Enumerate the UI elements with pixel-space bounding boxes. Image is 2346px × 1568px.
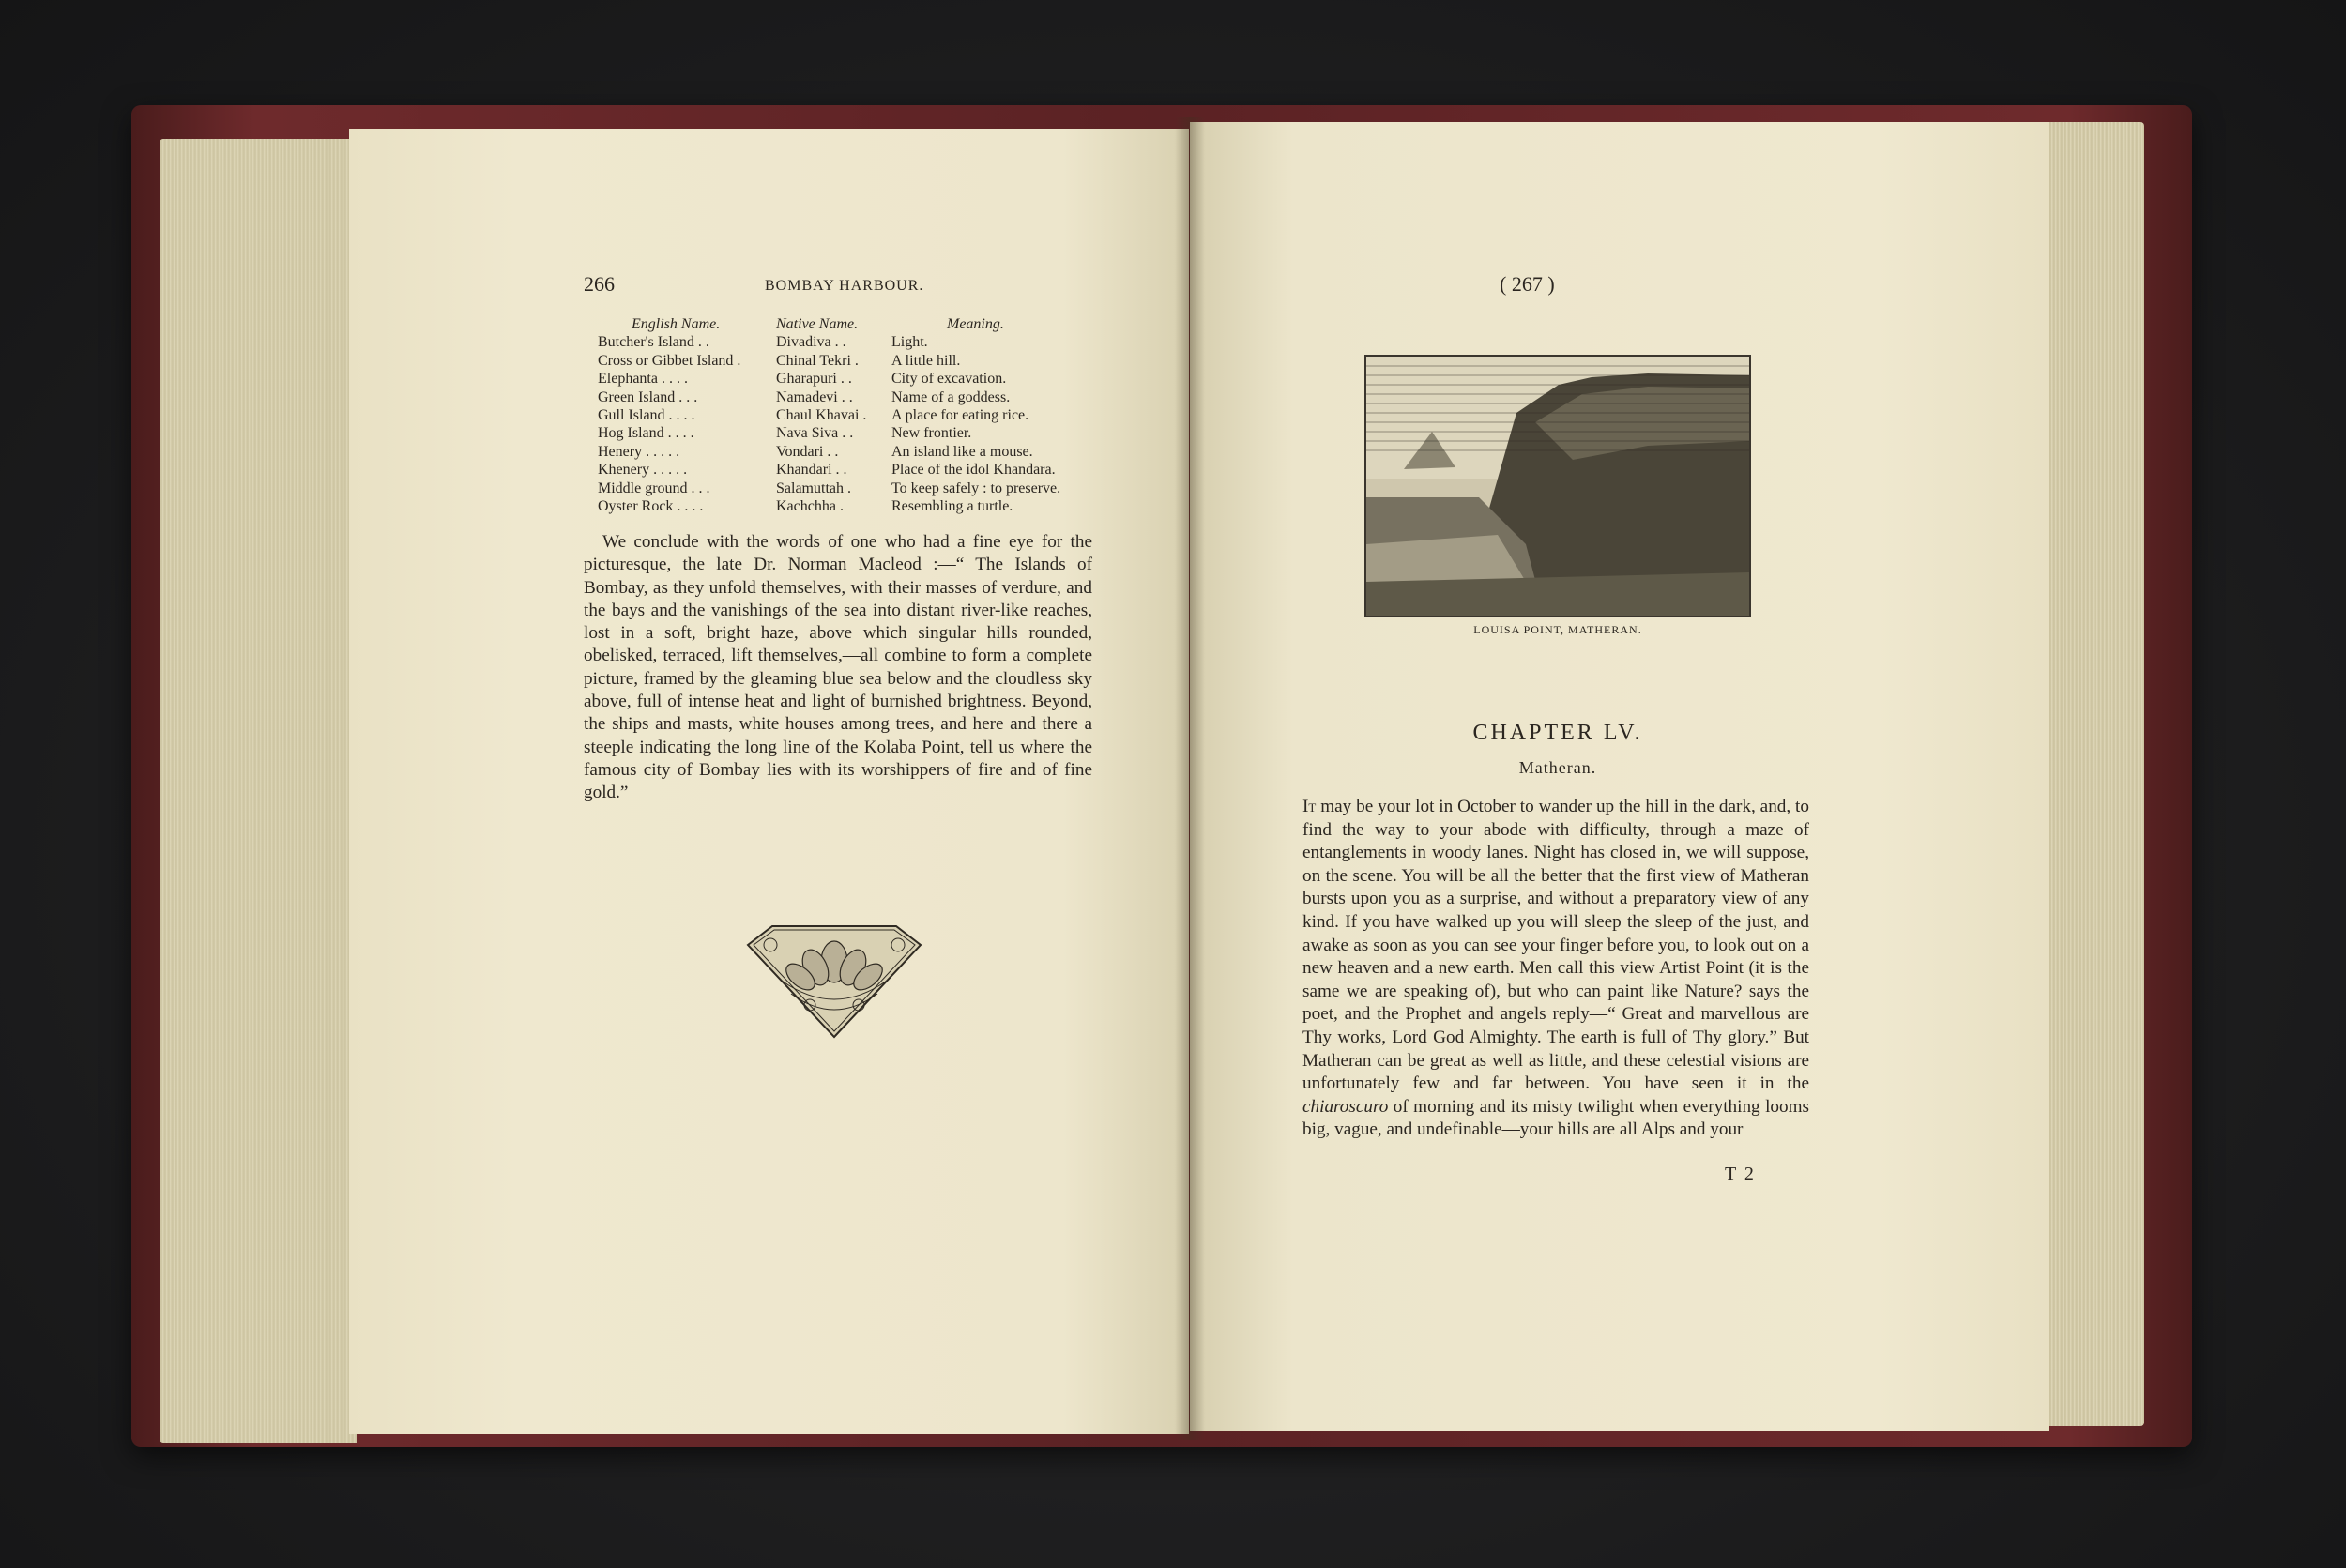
table-row [598,388,1104,406]
table-cell: A place for eating rice. [891,406,1029,423]
table-cell: Henery . . . . . [598,443,680,460]
table-cell: Chaul Khavai . [776,406,867,423]
table-row [598,352,1104,370]
island-names-table [598,315,1104,515]
table-cell: Cross or Gibbet Island . [598,352,741,369]
table-row [598,370,1104,388]
table-cell: Middle ground . . . [598,480,710,496]
figure-caption: LOUISA POINT, MATHERAN. [1473,623,1642,636]
table-cell: Place of the idol Khandara. [891,462,1056,479]
table-cell: An island like a mouse. [891,443,1033,460]
table-cell: Chinal Tekri . [776,352,859,369]
table-cell: Khandari . . [776,462,847,479]
table-cell: Divadiva . . [776,334,846,351]
floral-ornament [744,924,924,1039]
table-cell: New frontier. [891,425,972,442]
paragraph-text-part-1: may be your lot in October to wander up the hill in the dark, and, to find the way to your abode with difficulty, through a maze of entanglements in woody lanes. Night has closed in, we will suppose, on the scene. You will be all the better that the first view of Matheran bursts upon you as a surprise, and without a preparatory view of any kind. If you have walked up you will sleep the sleep of the just, and awake as soon as you can see your finger before you, to look out on a new heaven and a new earth. Men call this view Artist Point (it is the same we are speaking of), but who can paint like Nature? says the poet, and the Prophet and angels reply—“ Great and marvellous are Thy works, Lord God Almighty. The earth is full of Thy glory.” But Matheran can be great as well as little, and these celestial visions are unfortunately few and far between. You have seen it in the [1302,797,1809,1094]
table-header-row [632,315,1104,333]
table-row [598,406,1104,424]
italic-word: chiaroscuro [1302,1096,1389,1117]
table-header-native: Native Name. [776,316,859,332]
table-cell: Elephanta . . . . [598,371,688,388]
table-cell: Namadevi . . [776,388,853,405]
right-page-number: ( 267 ) [1500,272,1555,296]
table-row [598,424,1104,442]
table-cell: To keep safely : to preserve. [891,480,1061,496]
book-gutter [1175,117,1205,1440]
table-cell: Resembling a turtle. [891,497,1013,514]
table-cell: City of excavation. [891,371,1007,388]
table-cell: Gharapuri . . [776,371,852,388]
left-page-paragraph [584,531,1092,805]
table-cell: A little hill. [891,352,961,369]
left-running-head: BOMBAY HARBOUR. [765,278,924,294]
table-row [598,443,1104,461]
table-cell: Butcher's Island . . [598,334,709,351]
table-cell: Kachchha . [776,497,844,514]
table-cell: Green Island . . . [598,388,698,405]
table-row [598,497,1104,515]
table-row [598,461,1104,479]
table-cell: Hog Island . . . . [598,425,694,442]
left-page-number: 266 [584,272,615,296]
table-cell: Gull Island . . . . [598,406,695,423]
table-cell: Name of a goddess. [891,388,1011,405]
paragraph-text-part-2: of morning and its misty twilight when everything looms big, vague, and undefinable—your hills are all Alps and your [1302,1096,1809,1140]
matheran-paragraph [1302,796,1809,1142]
signature-mark: T 2 [1725,1164,1756,1184]
table-cell: Vondari . . [776,443,839,460]
table-cell: Light. [891,334,928,351]
table-cell: Salamuttah . [776,480,851,496]
table-cell: Khenery . . . . . [598,462,688,479]
table-row [598,333,1104,351]
macleod-quote-paragraph: We conclude with the words of one who had a fine eye for the picturesque, the late Dr. Norman Macleod :—“ The Islands of Bombay, as they unfold themselves, with their masses of verdure, and the bays and the vanishings of the sea into distant river-like reaches, lost in a soft, bright haze, above which singular hills rounded, obelisked, terraced, lift themselves,—all combine to form a complete picture, framed by the gleaming blue sea below and the cloudless sky above, full of intense heat and light of burnished brightness. Beyond, the ships and masts, white houses among trees, and here and there a steeple indicating the long line of the Kolaba Point, tell us where the famous city of Bombay lies with its worshippers of fire and of fine gold.” [584,532,1092,803]
dropcap-word: It [1302,797,1317,816]
page-edges-right [2041,122,2144,1426]
page-edges-left [160,139,357,1443]
table-header-meaning: Meaning. [947,316,1004,332]
table-row [598,480,1104,497]
table-cell: Nava Siva . . [776,425,854,442]
louisa-point-engraving [1364,355,1751,617]
chapter-subtitle: Matheran. [1518,758,1597,777]
chapter-title: CHAPTER LV. [1472,721,1643,745]
table-header-english: English Name. [632,316,721,332]
right-page-paragraph [1302,796,1809,1142]
table-cell: Oyster Rock . . . . [598,497,704,514]
